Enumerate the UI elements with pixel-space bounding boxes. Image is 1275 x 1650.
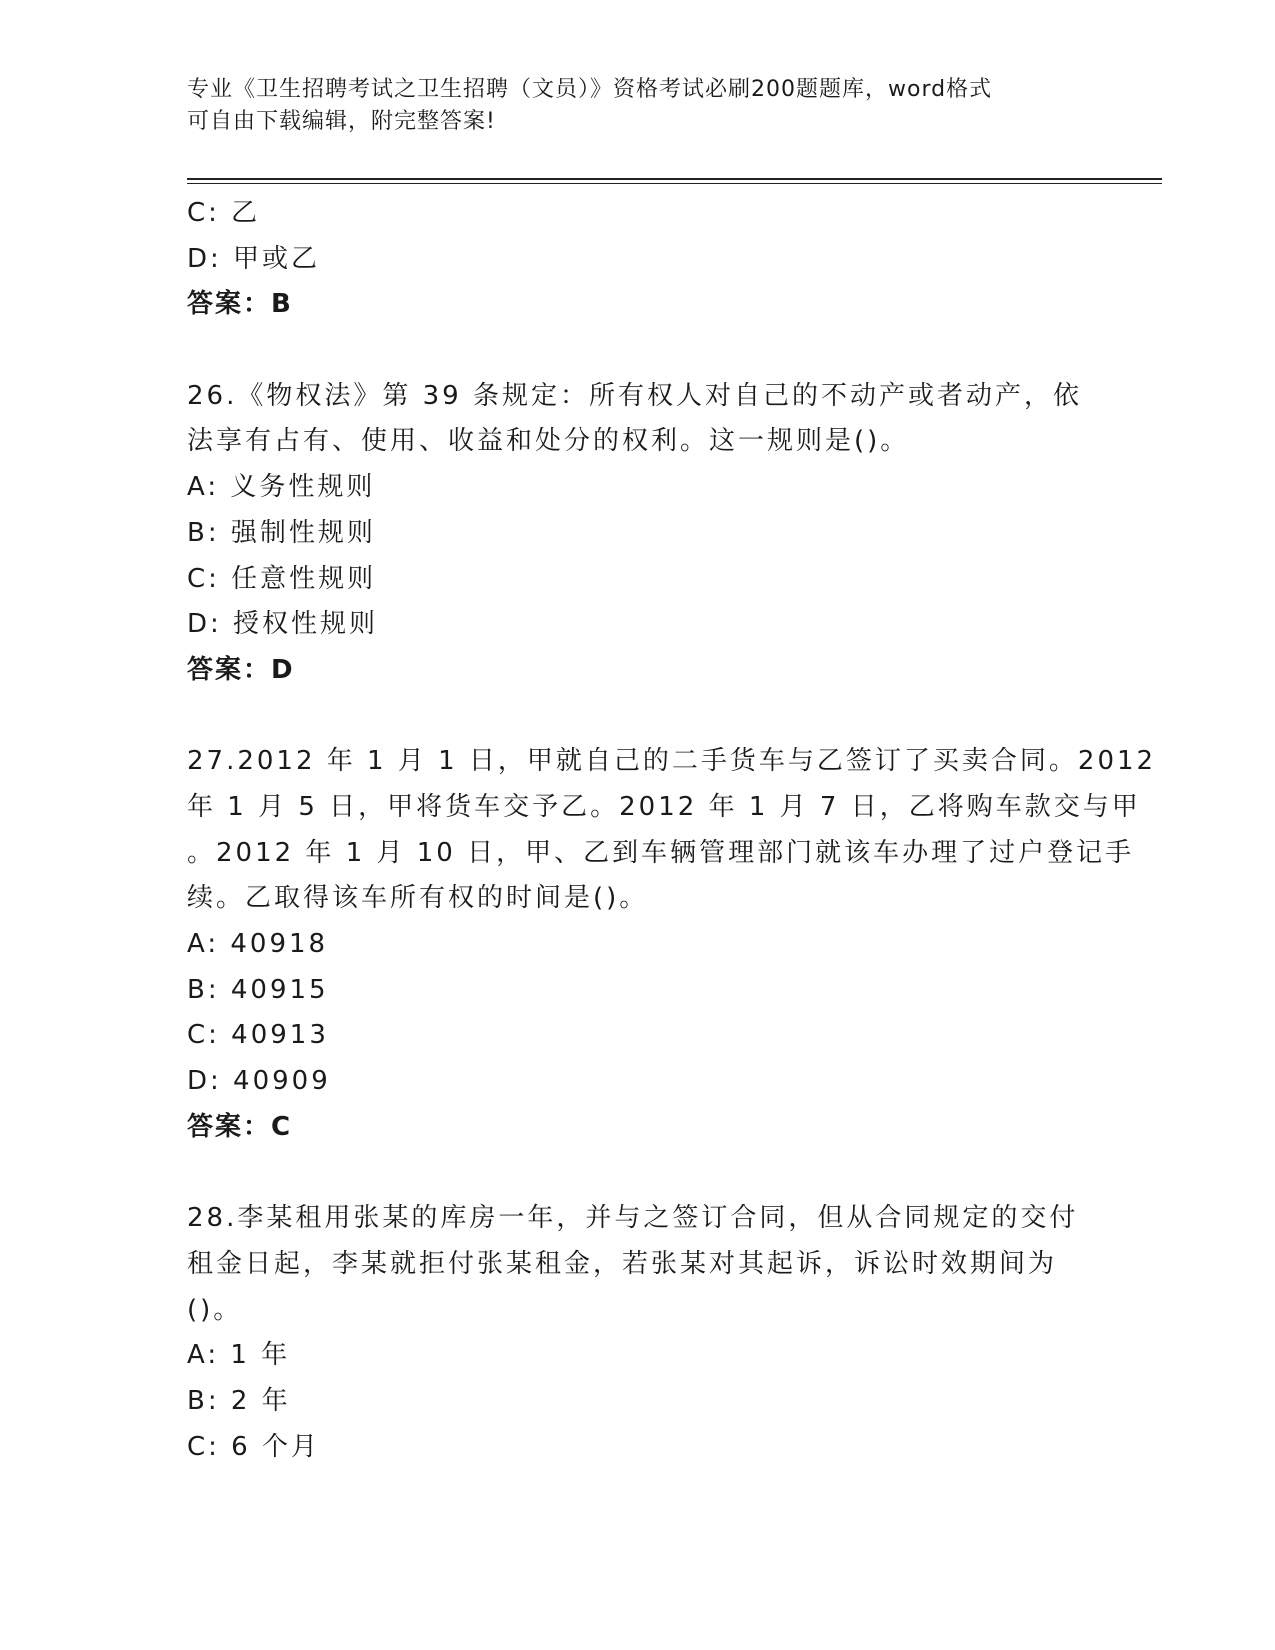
question-27-option-c: C: 40913: [187, 1020, 329, 1051]
question-25-option-c: C: 乙: [187, 198, 261, 228]
question-26: [187, 374, 1087, 694]
question-28-option-b: B: 2 年: [187, 1385, 291, 1416]
document-header: [187, 74, 1067, 138]
question-26-stem-line-2: 法享有占有、使用、收益和处分的权利。这一规则是()。: [187, 426, 910, 457]
question-content: [187, 191, 1157, 1470]
question-28-option-a: A: 1 年: [187, 1340, 291, 1371]
question-28-option-c: C: 6 个月: [187, 1431, 320, 1462]
spacer: [187, 694, 1087, 740]
question-27-stem-line-2: 年 1 月 5 日，甲将货车交予乙。2012 年 1 月 7 日，乙将购车款交与甲: [187, 791, 1141, 822]
question-25-answer: 答案：B: [187, 289, 293, 320]
spacer: [187, 328, 1087, 374]
question-27-option-a: A: 40918: [187, 929, 329, 959]
question-25-option-d: D: 甲或乙: [187, 243, 321, 274]
header-divider-thin: [187, 183, 1162, 184]
header-divider-thick: [187, 178, 1162, 180]
header-title-line-2: 可自由下载编辑，附完整答案!: [187, 109, 496, 134]
question-28-stem-line-3: ()。: [187, 1294, 243, 1325]
question-27-stem-line-1: 27.2012 年 1 月 1 日，甲就自己的二手货车与乙签订了买卖合同。2012: [187, 746, 1157, 777]
question-27-option-d: D: 40909: [187, 1066, 331, 1097]
question-28: [187, 1196, 1087, 1470]
question-27-option-b: B: 40915: [187, 974, 329, 1005]
question-26-option-b: B: 强制性规则: [187, 517, 376, 548]
question-27-stem-line-3: 。2012 年 1 月 10 日，甲、乙到车辆管理部门就该车办理了过户登记手: [187, 837, 1135, 868]
question-28-stem-line-1: 28.李某租用张某的库房一年，并与之签订合同，但从合同规定的交付: [187, 1203, 1079, 1234]
question-25-tail: [187, 191, 1087, 328]
question-26-answer: 答案：D: [187, 654, 295, 685]
question-26-option-a: A: 义务性规则: [187, 472, 376, 503]
question-27: [187, 739, 1157, 1150]
question-27-stem-line-4: 续。乙取得该车所有权的时间是()。: [187, 883, 649, 914]
question-26-option-c: C: 任意性规则: [187, 563, 377, 594]
question-28-stem-line-2: 租金日起，李某就拒付张某租金，若张某对其起诉，诉讼时效期间为: [187, 1248, 1058, 1279]
question-26-stem-line-1: 26.《物权法》第 39 条规定：所有权人对自己的不动产或者动产，依: [187, 380, 1082, 411]
question-27-answer: 答案：C: [187, 1111, 293, 1142]
question-26-option-d: D: 授权性规则: [187, 609, 379, 640]
header-title-line-1: 专业《卫生招聘考试之卫生招聘（文员）》资格考试必刷200题题库，word格式: [187, 77, 993, 102]
spacer: [187, 1150, 1087, 1196]
